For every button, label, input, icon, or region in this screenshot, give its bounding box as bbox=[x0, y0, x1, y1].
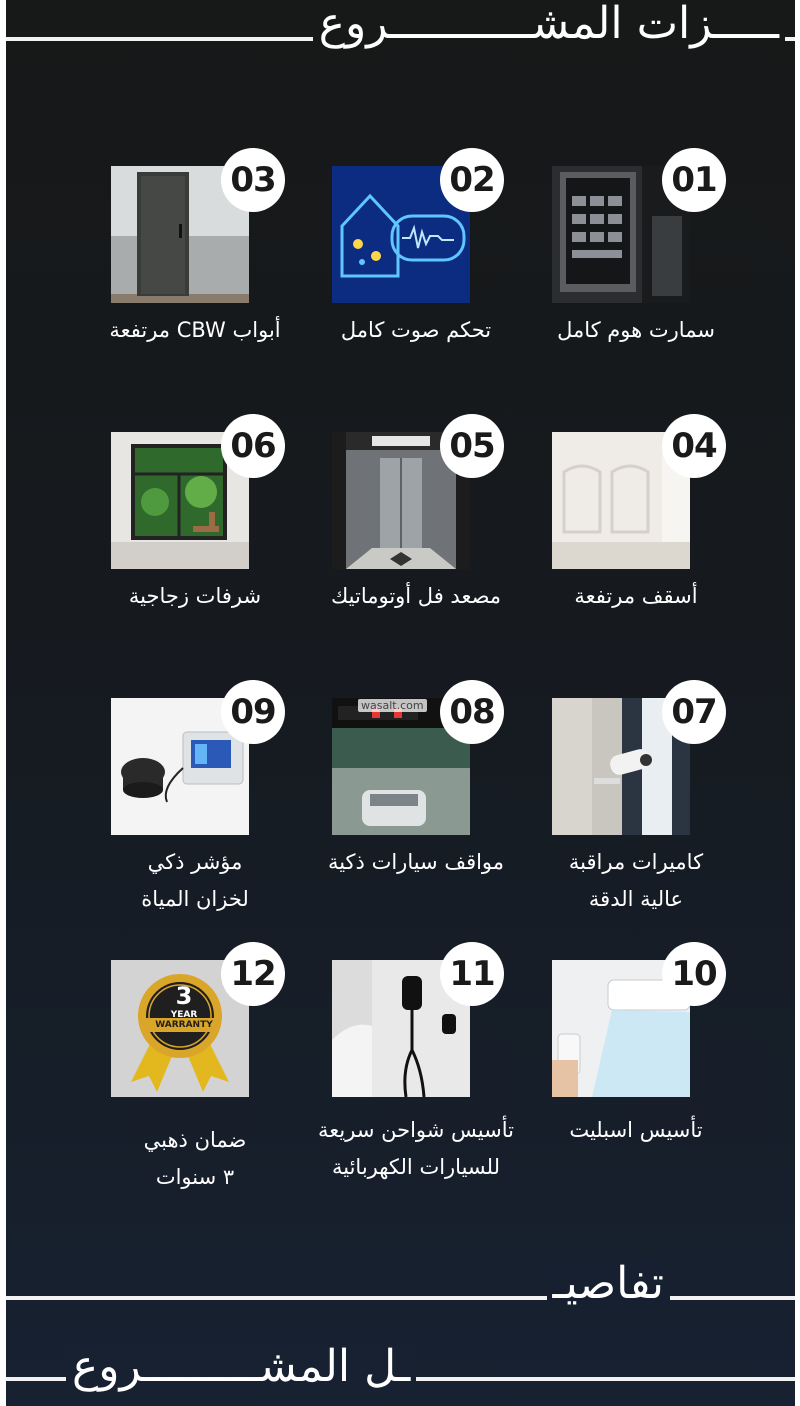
warranty-badge-number: 3 bbox=[175, 982, 193, 1010]
number-badge: 10 bbox=[662, 942, 726, 1006]
feature-label: تأسيس شواحن سريعة للسيارات الكهربائية bbox=[318, 1118, 514, 1179]
feature-label: أسقف مرتفعة bbox=[574, 584, 698, 608]
feature-item-07 bbox=[526, 692, 746, 928]
number-badge: 06 bbox=[221, 414, 285, 478]
feature-item-10 bbox=[526, 954, 746, 1160]
watermark: wasalt.com bbox=[358, 699, 427, 712]
number-badge: 02 bbox=[440, 148, 504, 212]
features-panel bbox=[6, 0, 795, 1406]
feature-label: تحكم صوت كامل bbox=[340, 318, 492, 342]
feature-label: مؤشر ذكي لخزان المياة bbox=[141, 850, 249, 911]
number-badge: 03 bbox=[221, 148, 285, 212]
number-badge: 07 bbox=[662, 680, 726, 744]
feature-label: تأسيس اسبليت bbox=[569, 1118, 703, 1142]
number-badge: 08 bbox=[440, 680, 504, 744]
feature-item-05 bbox=[306, 426, 526, 632]
feature-item-04 bbox=[526, 426, 746, 632]
feature-label: سمارت هوم كامل bbox=[557, 318, 715, 342]
number-badge: 04 bbox=[662, 414, 726, 478]
feature-label: ضمان ذهبي ٣ سنوات bbox=[143, 1128, 247, 1189]
feature-label: مصعد فل أوتوماتيك bbox=[330, 584, 502, 608]
number-badge: 09 bbox=[221, 680, 285, 744]
number-badge: 05 bbox=[440, 414, 504, 478]
number-badge: 01 bbox=[662, 148, 726, 212]
feature-label: كاميرات مراقبة عالية الدقة bbox=[568, 850, 704, 911]
feature-item-02 bbox=[306, 160, 526, 366]
number-badge: 11 bbox=[440, 942, 504, 1006]
warranty-badge-year: YEAR bbox=[170, 1010, 198, 1020]
warranty-badge-warranty: WARRANTY bbox=[155, 1020, 213, 1030]
section-heading-details-part2: ـل المشـــــــــروع bbox=[66, 1345, 416, 1389]
number-badge: 12 bbox=[221, 942, 285, 1006]
feature-item-11 bbox=[306, 954, 526, 1200]
feature-item-01 bbox=[526, 160, 746, 366]
feature-label: أبواب CBW مرتفعة bbox=[109, 318, 281, 342]
heading-line-middle bbox=[6, 1296, 795, 1300]
feature-item-08 bbox=[306, 692, 526, 898]
section-heading-features: ـــــزات المشـــــــــــروع bbox=[313, 2, 785, 46]
feature-item-09 bbox=[85, 692, 305, 928]
section-heading-details-part1: تفاصيـ bbox=[547, 1262, 670, 1306]
feature-item-03 bbox=[85, 160, 305, 366]
feature-label: مواقف سيارات ذكية bbox=[327, 850, 505, 874]
feature-item-12 bbox=[85, 954, 305, 1210]
feature-item-06 bbox=[85, 426, 305, 632]
feature-label: شرفات زجاجية bbox=[128, 584, 262, 608]
